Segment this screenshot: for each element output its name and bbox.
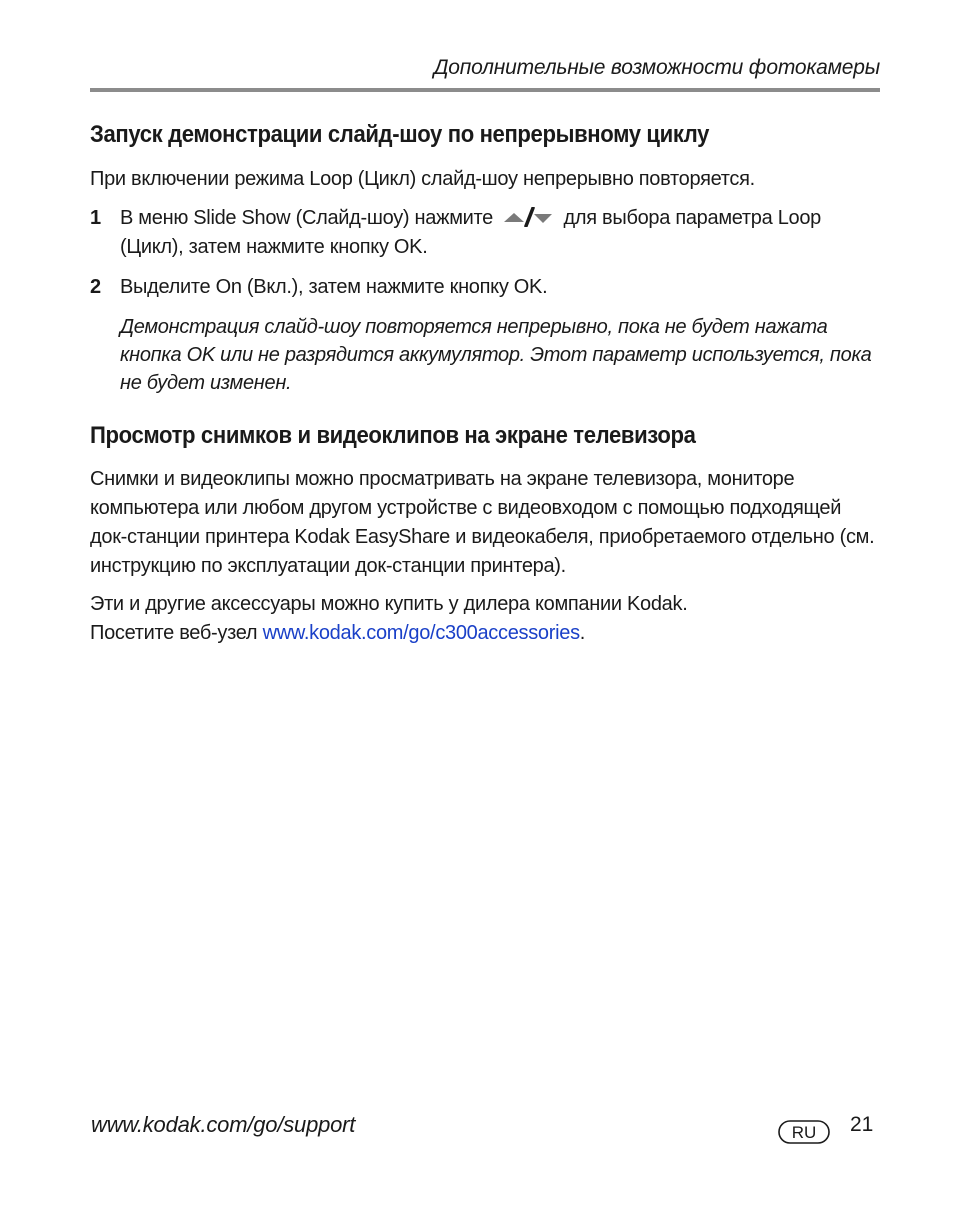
step-text-before-icon: В меню Slide Show (Слайд-шоу) нажмите (120, 207, 493, 229)
accessories-note-suffix: . (579, 622, 586, 644)
step-result-note: Демонстрация слайд-шоу повторяется непрерывно, пока не будет нажата кнопка OK или не разрядится аккумулятор. Этот параметр используется, пока не будет изменен. (120, 316, 872, 394)
running-head: Дополнительные возможности фотокамеры (433, 56, 880, 79)
language-badge-text: RU (791, 1123, 817, 1142)
section-title-loop: Запуск демонстрации слайд-шоу по непрерывному циклу (90, 121, 710, 148)
up-down-arrows-icon (502, 207, 554, 227)
header-rule (90, 88, 880, 92)
step-item-2 (90, 273, 880, 302)
step-item-1 (90, 204, 880, 262)
section-title-tv: Просмотр снимков и видеоклипов на экране телевизора (90, 422, 696, 449)
accessories-link[interactable]: www.kodak.com/go/c300accessories (262, 622, 580, 644)
step-list (90, 204, 880, 302)
section-body-tv: Снимки и видеоклипы можно просматривать на экране телевизора, мониторе компьютера или любом другом устройстве с видеовходом с помощью подходящей док-станции принтера Kodak EasyShare и видеокабеля, приобретаемого отдельно (см. инструкцию по эксплуатации док-станции принтера). (90, 468, 875, 577)
footer-support-url: www.kodak.com/go/support (91, 1112, 356, 1137)
step-text: Выделите On (Вкл.), затем нажмите кнопку OK. (120, 276, 548, 298)
accessories-note (90, 590, 880, 648)
step-number: 2 (90, 276, 102, 298)
accessories-note-prefix: Посетите веб-узел (90, 622, 258, 644)
language-badge (778, 1120, 830, 1144)
step-number: 1 (90, 207, 102, 229)
step-text (120, 204, 880, 262)
step-text-after-icon: для выбора параметра Loop (Цикл), затем нажмите кнопку OK. (120, 207, 821, 258)
page-number: 21 (850, 1113, 874, 1136)
section-intro-loop: При включении режима Loop (Цикл) слайд-шоу непрерывно повторяется. (90, 168, 755, 190)
accessories-note-line1: Эти и другие аксессуары можно купить у дилера компании Kodak. (90, 593, 688, 615)
page-content (90, 118, 880, 648)
